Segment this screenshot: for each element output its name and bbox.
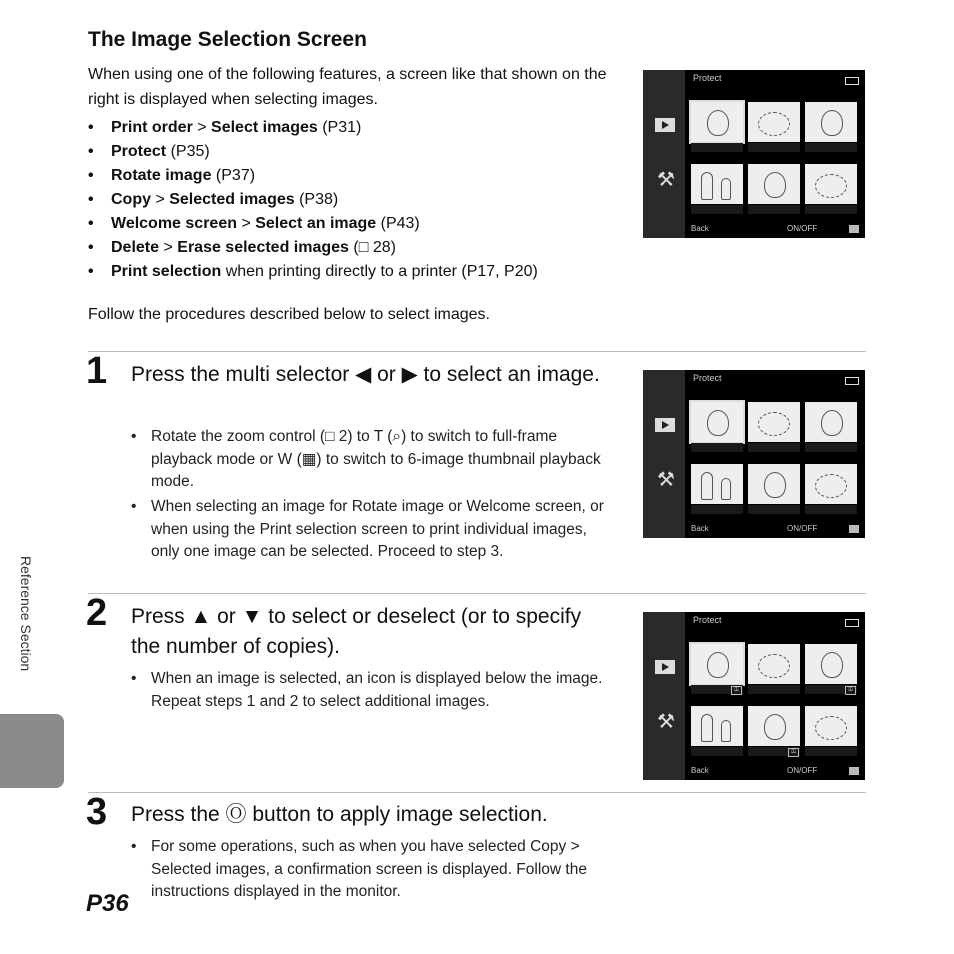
screen-sidebar [643, 370, 685, 538]
wrench-icon: ⚒ [657, 469, 675, 491]
flower-icon [815, 174, 847, 198]
back-label: Back [691, 224, 709, 233]
feature-list [88, 116, 538, 284]
protect-key-icon: ⚿ [731, 686, 742, 695]
side-label-text: Reference Section [18, 556, 34, 672]
screen-title: Protect [693, 615, 722, 625]
thumbnail-caption [805, 505, 857, 514]
step-number: 3 [86, 791, 108, 833]
thumbnail-image [748, 164, 800, 204]
step-heading: Press the Ⓞ button to apply image selection. [131, 803, 548, 826]
person-icon [701, 172, 713, 200]
feature-list-item [88, 116, 538, 140]
thumbnail [805, 402, 857, 452]
thumbnail-caption [748, 205, 800, 214]
flower-icon [758, 112, 790, 136]
battery-icon [845, 377, 859, 385]
thumbnail-caption [691, 143, 743, 152]
thumbnail [748, 464, 800, 514]
zoom-icon [849, 525, 859, 533]
note-text: When an image is selected, an icon is displayed below the image. Repeat steps 1 and 2 to select additional images. [151, 670, 603, 710]
bullet-dot: • [88, 263, 94, 280]
thumbnail-image [748, 644, 800, 684]
thumbnail-image [691, 706, 743, 746]
bullet-dot: • [88, 167, 94, 184]
thumbnail-image [805, 644, 857, 684]
onoff-label: ON/OFF [787, 524, 818, 533]
screen-title: Protect [693, 373, 722, 383]
thumbnail [691, 464, 743, 514]
thumbnail-caption [805, 205, 857, 214]
battery-icon [845, 619, 859, 627]
separator: > [151, 191, 170, 208]
feature-name: Print order [111, 119, 193, 136]
screen-footer [691, 224, 861, 236]
divider [88, 351, 866, 352]
face-icon [764, 172, 786, 198]
feature-list-item [88, 164, 538, 188]
face-icon [764, 714, 786, 740]
note-text: For some operations, such as when you have selected Copy > Selected images, a confirmation screen is displayed. Follow the instructions displayed in the monitor. [151, 838, 587, 900]
camera-screen [643, 70, 865, 238]
camera-screen [643, 370, 865, 538]
bullet-dot: • [88, 119, 94, 136]
playback-icon [655, 118, 675, 132]
thumbnail-image [805, 464, 857, 504]
back-label: Back [691, 524, 709, 533]
face-icon [707, 652, 729, 678]
battery-icon [845, 77, 859, 85]
thumbnail [805, 102, 857, 152]
face-icon [707, 110, 729, 136]
thumbnail [748, 102, 800, 152]
separator: > [192, 119, 212, 136]
flower-icon [758, 412, 790, 436]
intro-text: When using one of the following features, a screen like that shown on the right is displayed when selecting images. [88, 66, 607, 108]
feature-option: Selected images [169, 191, 295, 208]
bullet-dot: • [88, 215, 94, 232]
playback-icon [655, 660, 675, 674]
thumbnail-image [691, 644, 743, 684]
thumbnail-image [805, 102, 857, 142]
zoom-icon [849, 225, 859, 233]
feature-list-item [88, 212, 538, 236]
step-heading: Press ▲ or ▼ to select or deselect (or to specify the number of copies). [131, 605, 582, 658]
page-reference: when printing directly to a printer (Р17, Р20) [221, 263, 538, 280]
screen-sidebar [643, 612, 685, 780]
feature-option: Select images [211, 119, 318, 136]
note-text: Rotate the zoom control (□ 2) to T (⌕) to switch to full-frame playback mode or W (▦) to switch to 6-image thumbnail playback mode. [151, 428, 601, 490]
camera-screen [643, 612, 865, 780]
thumbnail-caption [691, 443, 743, 452]
screen-footer [691, 766, 861, 778]
protect-key-icon: ⚿ [788, 748, 799, 757]
page-reference: (Р43) [376, 215, 420, 232]
feature-name: Print selection [111, 263, 222, 280]
feature-name: Welcome screen [111, 215, 237, 232]
thumbnail-caption [691, 505, 743, 514]
face-icon [821, 110, 843, 136]
thumbnail [691, 164, 743, 214]
face-icon [764, 472, 786, 498]
thumbnail-image [691, 102, 743, 142]
page-reference: (Р35) [166, 143, 210, 160]
divider [88, 593, 866, 594]
bullet-dot: • [88, 191, 94, 208]
page-reference: (Р31) [317, 119, 362, 136]
feature-name: Delete [111, 239, 160, 256]
thumbnail-image [805, 164, 857, 204]
thumbnail [748, 706, 800, 756]
separator: > [159, 239, 178, 256]
thumbnail [748, 402, 800, 452]
person-icon [721, 178, 731, 200]
feature-name: Copy [111, 191, 151, 208]
face-icon [821, 652, 843, 678]
thumbnail-caption [805, 443, 857, 452]
thumbnail [691, 644, 743, 694]
face-icon [707, 410, 729, 436]
flower-icon [815, 474, 847, 498]
thumbnail-image [691, 464, 743, 504]
page-reference: (□ 28) [348, 239, 396, 256]
thumbnail [805, 706, 857, 756]
person-icon [721, 478, 731, 500]
note-text: When selecting an image for Rotate image or Welcome screen, or when using the Print selection screen to print individual images, only one image can be selected. Proceed to step 3. [151, 498, 604, 560]
screen-sidebar [643, 70, 685, 238]
feature-option: Erase selected images [177, 239, 349, 256]
step-number: 1 [86, 350, 108, 392]
feature-list-item [88, 236, 538, 260]
bullet-dot: • [88, 143, 94, 160]
thumbnail-caption [748, 505, 800, 514]
feature-list-item [88, 140, 538, 164]
step-note: • For some operations, such as when you have selected Copy > Selected images, a confirmation screen is displayed. Follow the instructions displayed in the monitor. [131, 836, 611, 904]
feature-option: Select an image [255, 215, 377, 232]
separator: > [237, 215, 256, 232]
thumbnail [805, 164, 857, 214]
thumbnail-caption [748, 143, 800, 152]
thumbnail [748, 644, 800, 694]
section-title: The Image Selection Screen [88, 28, 367, 51]
protect-key-icon: ⚿ [845, 686, 856, 695]
flower-icon [815, 716, 847, 740]
thumbnail [691, 402, 743, 452]
onoff-label: ON/OFF [787, 224, 818, 233]
step-note: • When an image is selected, an icon is displayed below the image. Repeat steps 1 and 2 to select additional images. [131, 668, 611, 713]
thumbnail-image [805, 706, 857, 746]
thumbnail [748, 164, 800, 214]
onoff-label: ON/OFF [787, 766, 818, 775]
flower-icon [758, 654, 790, 678]
thumbnail-caption [748, 443, 800, 452]
follow-text: Follow the procedures described below to select images. [88, 306, 490, 323]
thumbnail-caption [691, 747, 743, 756]
thumbnail [691, 706, 743, 756]
step-heading: Press the multi selector ◀ or ▶ to select an image. [131, 363, 600, 386]
wrench-icon: ⚒ [657, 169, 675, 191]
page-reference: (Р37) [211, 167, 256, 184]
thumbnail-caption [691, 205, 743, 214]
thumbnail-caption [805, 143, 857, 152]
thumbnail [805, 464, 857, 514]
page-reference: (Р38) [294, 191, 339, 208]
feature-name: Rotate image [111, 167, 212, 184]
screen-title: Protect [693, 73, 722, 83]
thumbnail-image [748, 402, 800, 442]
divider [88, 792, 866, 793]
step-note: • Rotate the zoom control (□ 2) to T (⌕) to switch to full-frame playback mode or W (▦) to switch to 6-image thumbnail playback mode. [131, 426, 611, 494]
page-number: Р36 [86, 890, 129, 917]
feature-list-item [88, 188, 538, 212]
playback-icon [655, 418, 675, 432]
person-icon [701, 714, 713, 742]
screen-footer [691, 524, 861, 536]
section-tab [0, 714, 64, 788]
back-label: Back [691, 766, 709, 775]
zoom-icon [849, 767, 859, 775]
thumbnail-image [691, 164, 743, 204]
step-note: • When selecting an image for Rotate image or Welcome screen, or when using the Print selection screen to print individual images, only one image can be selected. Proceed to step 3. [131, 496, 611, 564]
face-icon [821, 410, 843, 436]
thumbnail-caption [805, 747, 857, 756]
feature-list-item [88, 260, 538, 284]
thumbnail [691, 102, 743, 152]
thumbnail [805, 644, 857, 694]
person-icon [721, 720, 731, 742]
bullet-dot: • [88, 239, 94, 256]
thumbnail-image [748, 706, 800, 746]
thumbnail-image [691, 402, 743, 442]
thumbnail-image [805, 402, 857, 442]
wrench-icon: ⚒ [657, 711, 675, 733]
side-section-label [18, 556, 50, 706]
person-icon [701, 472, 713, 500]
thumbnail-image [748, 102, 800, 142]
thumbnail-caption [748, 685, 800, 694]
step-number: 2 [86, 592, 108, 634]
feature-name: Protect [111, 143, 167, 160]
thumbnail-image [748, 464, 800, 504]
